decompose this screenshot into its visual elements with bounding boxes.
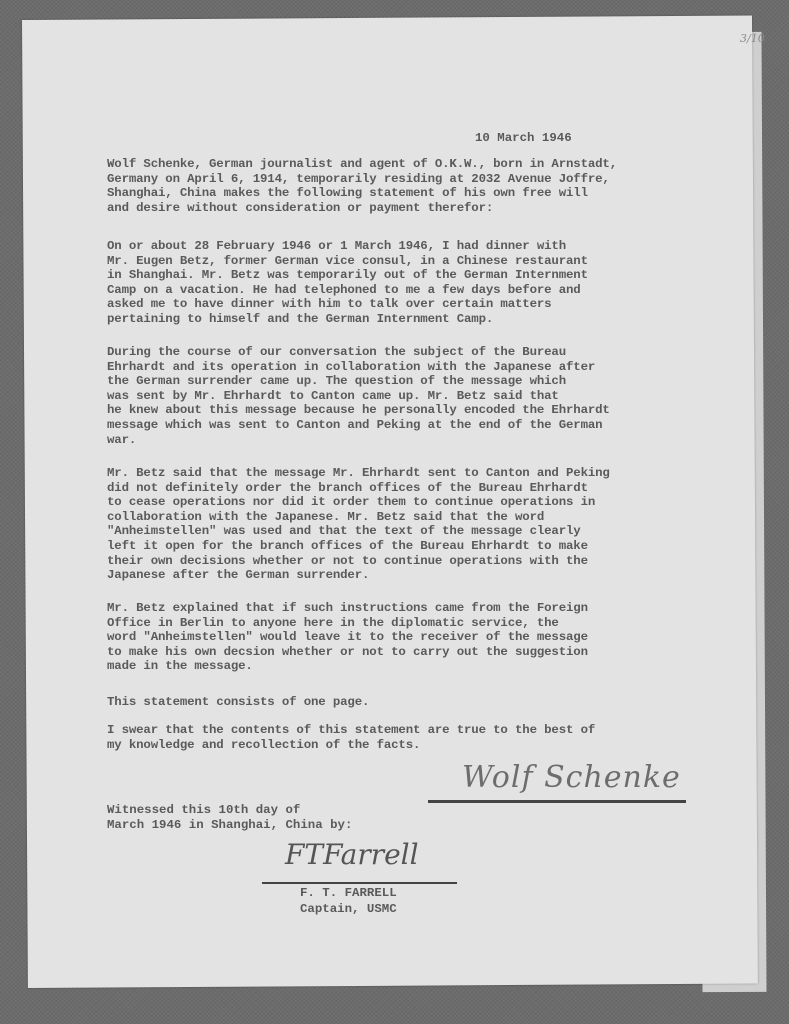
text-line: my knowledge and recollection of the facts. [107, 737, 421, 752]
text-line: Ehrhardt and its operation in collaboration with the Japanese after [107, 359, 596, 374]
text-line: Germany on April 6, 1914, temporarily residing at 2032 Avenue Joffre, [107, 171, 610, 186]
text-line: did not definitely order the branch offices of the Bureau Ehrhardt [107, 480, 588, 495]
document-date: 10 March 1946 [475, 131, 572, 145]
page-number: 3/10 [740, 32, 765, 45]
witness-officer [300, 885, 397, 917]
text-line: Mr. Eugen Betz, former German vice consul, in a Chinese restaurant [107, 253, 588, 268]
text-line: to make his own decsion whether or not to carry out the suggestion [107, 644, 588, 659]
text-line: he knew about this message because he personally encoded the Ehrhardt [107, 403, 610, 418]
text-line: Camp on a vacation. He had telephoned to me a few days before and [107, 282, 581, 297]
paragraph-page-count [107, 695, 369, 710]
text-line: the German surrender came up. The question of the message which [107, 374, 566, 389]
officer-name: F. T. FARRELL [300, 886, 397, 900]
text-line: "Anheimstellen" was used and that the text of the message clearly [107, 524, 581, 539]
paragraph-dinner [107, 239, 588, 327]
text-line: On or about 28 February 1946 or 1 March 1946, I had dinner with [107, 239, 566, 253]
text-line: I swear that the contents of this statement are true to the best of [107, 723, 596, 737]
text-line: This statement consists of one page. [107, 695, 370, 709]
paragraph-conversation [107, 345, 610, 447]
text-line: message which was sent to Canton and Peking at the end of the German [107, 417, 603, 432]
text-line: collaboration with the Japanese. Mr. Betz said that the word [107, 509, 545, 524]
text-line: Wolf Schenke, German journalist and agent of O.K.W., born in Arnstadt, [107, 157, 617, 171]
text-line: pertaining to himself and the German Internment Camp. [107, 311, 494, 326]
paragraph-message [107, 466, 610, 583]
text-line: Witnessed this 10th day of [107, 803, 301, 817]
text-line: Office in Berlin to anyone here in the diplomatic service, the [107, 615, 559, 630]
text-line: During the course of our conversation the subject of the Bureau [107, 345, 566, 359]
text-line: war. [107, 432, 137, 447]
text-line: word "Anheimstellen" would leave it to the receiver of the message [107, 630, 588, 645]
paragraph-intro [107, 157, 617, 215]
text-line: to cease operations nor did it order them to continue operations in [107, 495, 596, 510]
paragraph-explanation [107, 601, 588, 674]
signature-farrell: FTFarrell [285, 838, 419, 871]
text-line: left it open for the branch offices of the Bureau Ehrhardt to make [107, 538, 588, 553]
text-line: their own decisions whether or not to continue operations with the [107, 553, 588, 568]
text-line: Mr. Betz said that the message Mr. Ehrhardt sent to Canton and Peking [107, 466, 610, 480]
text-line: was sent by Mr. Ehrhardt to Canton came up. Mr. Betz said that [107, 388, 559, 403]
text-line: and desire without consideration or payment therefor: [107, 200, 494, 215]
text-line: Japanese after the German surrender. [107, 568, 370, 583]
text-line: made in the message. [107, 659, 253, 674]
text-line: Shanghai, China makes the following statement of his own free will [107, 186, 588, 201]
paragraph-oath [107, 723, 595, 752]
text-line: March 1946 in Shanghai, China by: [107, 818, 353, 832]
witness-statement [107, 803, 352, 833]
officer-title: Captain, USMC [300, 902, 397, 916]
signature-schenke: Wolf Schenke [462, 760, 681, 795]
signature-line [428, 800, 686, 803]
witness-signature-line [262, 882, 457, 884]
text-line: asked me to have dinner with him to talk over certain matters [107, 297, 552, 312]
text-line: Mr. Betz explained that if such instructions came from the Foreign [107, 601, 588, 615]
text-line: in Shanghai. Mr. Betz was temporarily out of the German Internment [107, 268, 588, 283]
